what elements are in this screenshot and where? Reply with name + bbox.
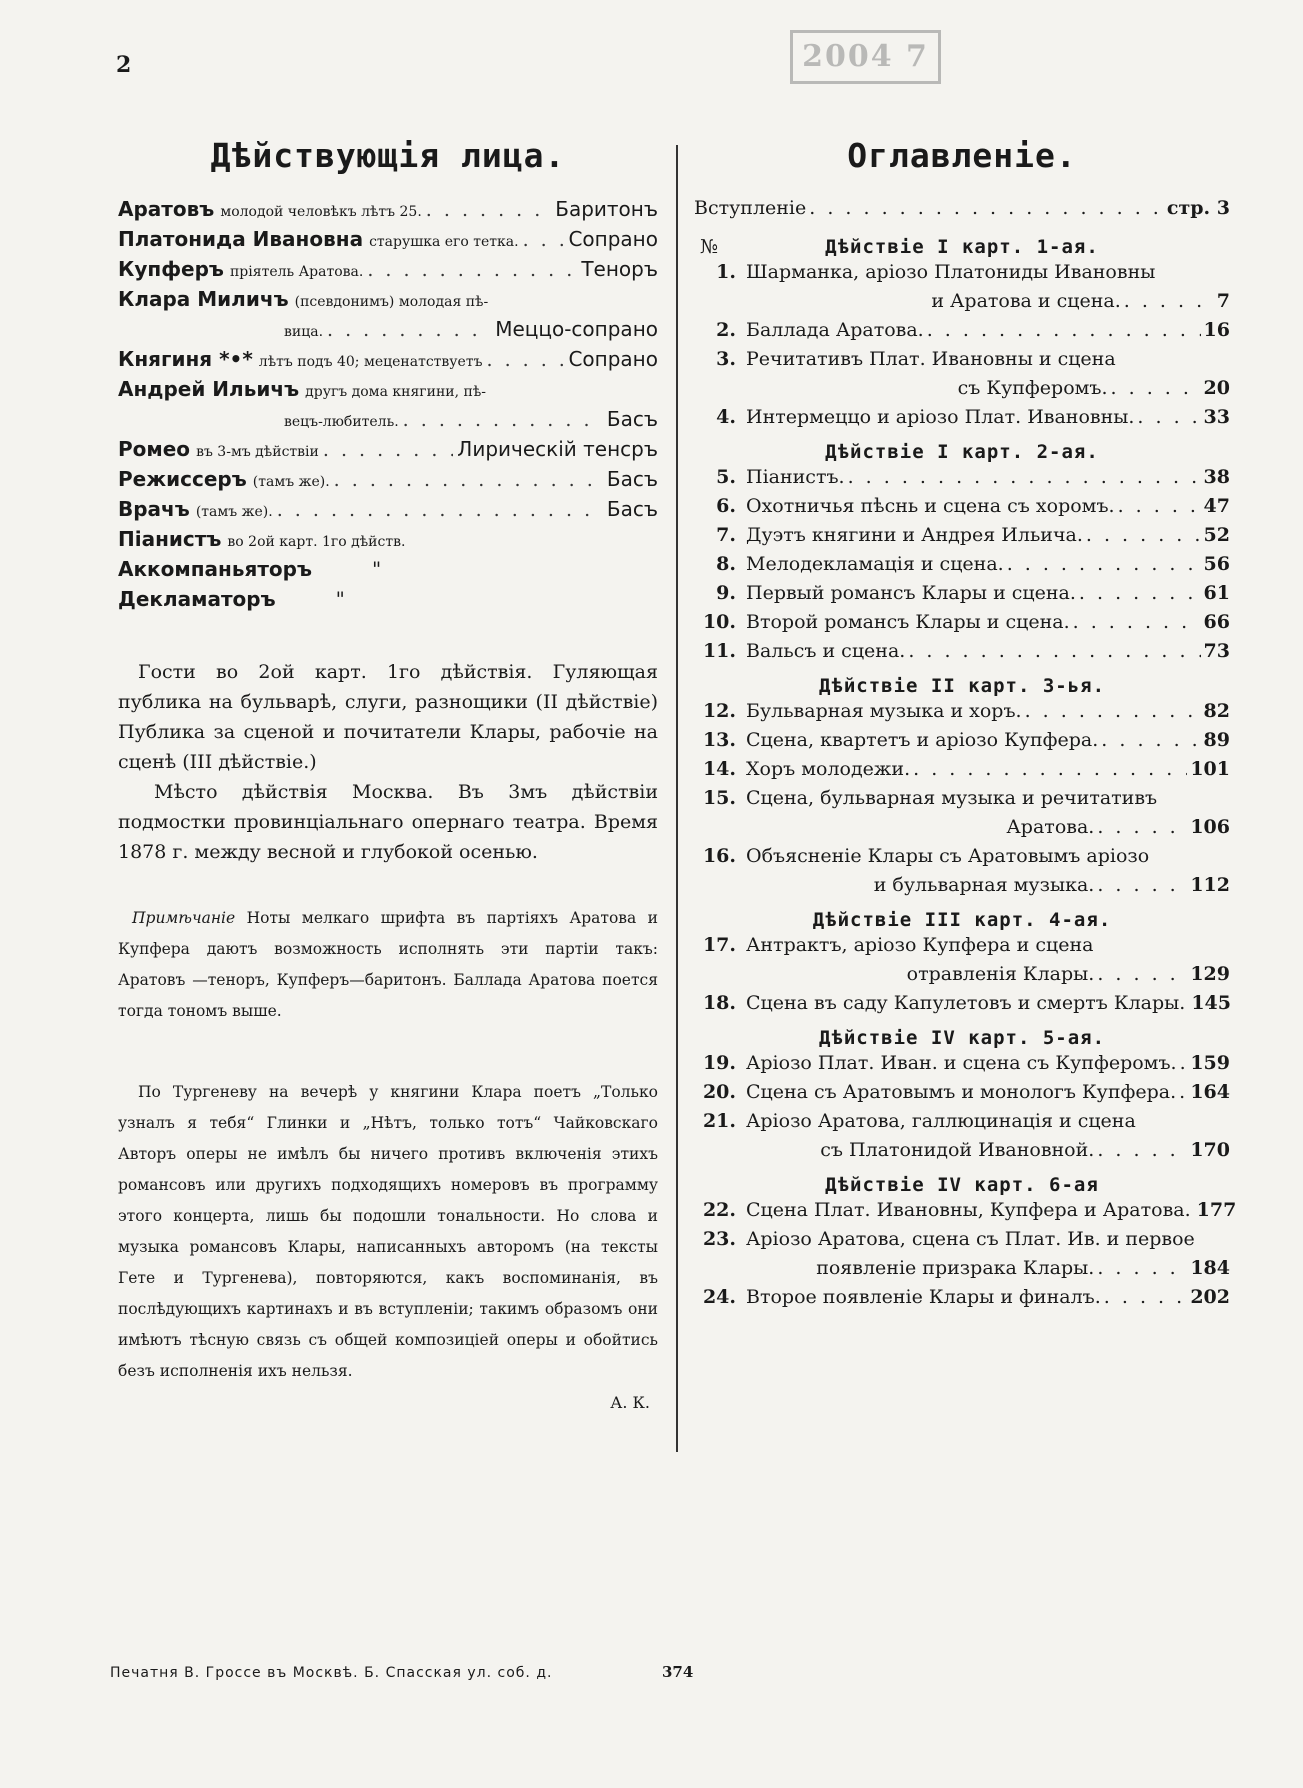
toc-entry-number: 17. <box>702 934 736 956</box>
leader-dots <box>327 319 491 341</box>
toc-entry-row <box>694 640 1230 669</box>
toc-column <box>694 130 1237 1315</box>
toc-entry-number: 16. <box>702 845 736 867</box>
toc-entry-title: съ Купферомъ. <box>957 377 1108 399</box>
leader-dots <box>927 319 1201 341</box>
characters-column <box>118 130 658 1412</box>
leader-dots <box>426 199 551 221</box>
voice-type: Сопрано <box>568 227 658 251</box>
toc-entry-title: появленіе призрака Клары. <box>816 1257 1095 1279</box>
toc-entry-page: 89 <box>1203 729 1230 751</box>
toc-entry-row <box>694 348 1230 377</box>
toc-entry-page: 82 <box>1203 700 1230 722</box>
toc-entry-row <box>694 729 1230 758</box>
voice-type: Басъ <box>606 497 658 521</box>
voice-type: Баритонъ <box>555 197 658 221</box>
toc-entry-row <box>694 290 1230 319</box>
toc-entry-row <box>694 874 1230 903</box>
toc-entry-page: 56 <box>1203 553 1230 575</box>
toc-entry-row <box>694 1257 1230 1286</box>
character-name: Аратовъ <box>118 197 215 221</box>
toc-list <box>694 230 1237 1315</box>
toc-heading: Оглавленіе. <box>847 136 1077 175</box>
toc-entry-title: Баллада Аратова. <box>746 319 924 341</box>
leader-dots <box>1086 524 1201 546</box>
note-paragraph <box>118 903 658 1027</box>
leader-dots <box>908 640 1200 662</box>
toc-entry-page: 106 <box>1190 816 1230 838</box>
toc-entry-page: 159 <box>1190 1052 1230 1074</box>
toc-entry-title: Сцена, бульварная музыка и речитативъ <box>746 787 1158 809</box>
toc-entry-number: 9. <box>716 582 736 604</box>
toc-entry-page: 33 <box>1203 406 1230 428</box>
toc-entry-row <box>694 758 1230 787</box>
leader-dots <box>523 229 565 251</box>
turgenev-paragraph: По Тургеневу на вечерѣ у княгини Клара поетъ „Только узналъ я тебя“ Глинки и „Нѣтъ, только тотъ“ Чайковскаго Авторъ оперы не имѣлъ бы ничего противъ включенія этихъ романсовъ или другихъ подходящихъ номеровъ въ программу этого концерта, лишь бы подошли тональности. Но слова и музыка романсовъ Клары, написанныхъ авторомъ (на тексты Гете и Тургенева), повторяются, какъ воспоминанія, въ послѣдующихъ картинахъ и въ вступленіи; такимъ образомъ они имѣютъ тѣсную связь съ общей композиціей оперы и обойтись безъ исполненія ихъ нельзя. <box>118 1083 658 1380</box>
leader-dots <box>367 259 577 281</box>
leader-dots <box>848 466 1201 488</box>
toc-entry-title: Вальсъ и сцена. <box>746 640 906 662</box>
character-desc: вица. <box>284 324 324 340</box>
toc-entry-page: 184 <box>1190 1257 1230 1279</box>
leader-dots <box>277 499 603 521</box>
ditto-mark: " <box>372 557 382 581</box>
toc-act-heading <box>694 1168 1230 1199</box>
toc-entry-number: 1. <box>716 261 736 283</box>
toc-entry-title: Аратова. <box>1006 816 1095 838</box>
character-desc: въ 3-мъ дѣйствіи <box>196 444 319 460</box>
character-desc: другъ дома княгини, пѣ- <box>305 384 487 400</box>
leader-dots <box>334 469 603 491</box>
character-row <box>118 437 658 467</box>
character-desc: (псевдонимъ) молодая пѣ- <box>294 294 489 310</box>
toc-entry-row <box>694 1052 1230 1081</box>
toc-entry-title: Хоръ молодежи. <box>746 758 911 780</box>
voice-type: Басъ <box>606 407 658 431</box>
toc-entry-row <box>694 1081 1230 1110</box>
note-text: Ноты мелкаго шрифта въ партіяхъ Аратова и Купфера даютъ возможность исполнять эти партіи такъ: Аратовъ —теноръ, Купферъ—баритонъ. Баллада Аратова поется тогда тономъ выше. <box>118 909 658 1020</box>
character-name: Княгиня *•* <box>118 347 253 371</box>
toc-entry-number: 7. <box>716 524 736 546</box>
toc-entry-title: Речитативъ Плат. Ивановны и сцена <box>746 348 1116 370</box>
note-label: Примѣчаніе <box>132 909 236 927</box>
leader-dots <box>1118 495 1201 517</box>
place-paragraph: Мѣсто дѣйствія Москва. Въ 3мъ дѣйствіи подмостки провинціальнаго опернаго театра. Время 1878 г. между весной и глубокой осенью. <box>118 781 658 863</box>
toc-entry-page: 202 <box>1190 1286 1230 1308</box>
voice-type: Теноръ <box>581 257 658 281</box>
toc-entry-page: 170 <box>1190 1139 1230 1161</box>
toc-entry-page: 129 <box>1190 963 1230 985</box>
toc-intro <box>694 197 1230 226</box>
character-row <box>118 317 658 347</box>
leader-dots <box>1137 406 1200 428</box>
toc-entry-number: 22. <box>702 1199 736 1221</box>
leader-dots <box>809 197 1164 219</box>
toc-entry-row <box>694 319 1230 348</box>
toc-entry-page: 47 <box>1203 495 1230 517</box>
character-name: Декламаторъ <box>118 587 276 611</box>
toc-entry-number: 23. <box>702 1228 736 1250</box>
toc-entry-title: Объясненіе Клары съ Аратовымъ аріозо <box>746 845 1150 867</box>
toc-entry-row <box>694 553 1230 582</box>
character-row <box>118 347 658 377</box>
toc-entry-number: 5. <box>716 466 736 488</box>
character-name: Аккомпаньяторъ <box>118 557 313 581</box>
toc-intro-page: стр. 3 <box>1166 197 1230 219</box>
toc-act-heading <box>694 1021 1230 1052</box>
act-title: Дѣйствіе I карт. 1-ая. <box>825 236 1099 258</box>
toc-entry-title: Второе появленіе Клары и финалъ. <box>746 1286 1101 1308</box>
toc-entry-title: Сцена съ Аратовымъ и монологъ Купфера. <box>746 1081 1177 1103</box>
toc-entry-row <box>694 816 1230 845</box>
toc-entry-number: 14. <box>702 758 736 780</box>
column-divider <box>676 145 678 1452</box>
toc-entry-title: Сцена, квартетъ и аріозо Купфера. <box>746 729 1099 751</box>
toc-entry-row <box>694 700 1230 729</box>
printer-imprint: Печатня В. Гроссе въ Москвѣ. Б. Спасская ул. соб. д. <box>110 1665 553 1681</box>
leader-dots <box>1097 816 1187 838</box>
number-symbol: № <box>700 236 719 258</box>
character-row <box>118 287 658 317</box>
toc-entry-row <box>694 582 1230 611</box>
toc-entry-row <box>694 963 1230 992</box>
toc-entry-title: Бульварная музыка и хоръ. <box>746 700 1022 722</box>
toc-act-heading <box>694 230 1230 261</box>
voice-type: Басъ <box>606 467 658 491</box>
guests-paragraph: Гости во 2ой карт. 1го дѣйствія. Гуляющая публика на бульварѣ, слуги, разнощики (II дѣйствіе) Публика за сценой и почитатели Клары, рабочіе на сценѣ (III дѣйствіе.) <box>118 661 658 773</box>
toc-entry-row <box>694 495 1230 524</box>
toc-entry-page: 52 <box>1203 524 1230 546</box>
character-desc: во 2ой карт. 1го дѣйств. <box>227 534 406 550</box>
character-name: Ромео <box>118 437 191 461</box>
print-number: 374 <box>662 1663 694 1681</box>
toc-entry-title: Шарманка, аріозо Платониды Ивановны <box>746 261 1156 283</box>
toc-entry-page: 73 <box>1203 640 1230 662</box>
page-number: 2 <box>116 52 132 78</box>
toc-entry-row <box>694 845 1230 874</box>
toc-act-heading <box>694 435 1230 466</box>
leader-dots <box>1180 1052 1188 1074</box>
toc-entry-page: 112 <box>1190 874 1230 896</box>
character-row <box>118 557 658 587</box>
toc-entry-page: 38 <box>1203 466 1230 488</box>
character-name: Клара Миличъ <box>118 287 289 311</box>
character-row <box>118 497 658 527</box>
leader-dots <box>1124 290 1214 312</box>
toc-entry-title: Аріозо Аратова, сцена съ Плат. Ив. и первое <box>746 1228 1195 1250</box>
toc-entry-title: Сцена Плат. Ивановны, Купфера и Аратова. <box>746 1199 1191 1221</box>
toc-entry-page: 20 <box>1203 377 1230 399</box>
character-name: Режиссеръ <box>118 467 247 491</box>
toc-entry-row <box>694 406 1230 435</box>
leader-dots <box>913 758 1187 780</box>
act-title: Дѣйствіе IV карт. 6-ая <box>825 1174 1099 1196</box>
toc-entry-row <box>694 934 1230 963</box>
toc-entry-row <box>694 466 1230 495</box>
leader-dots <box>323 439 453 461</box>
character-name: Врачъ <box>118 497 190 521</box>
leader-dots <box>1179 1081 1187 1103</box>
voice-type: Меццо-сопрано <box>495 317 658 341</box>
act-title: Дѣйствіе III карт. 4-ая. <box>812 909 1112 931</box>
toc-entry-row <box>694 992 1230 1021</box>
toc-entry-title: Дуэтъ княгини и Андрея Ильича. <box>746 524 1083 546</box>
characters-list <box>118 197 658 617</box>
character-desc: (тамъ же). <box>195 504 273 520</box>
leader-dots <box>1073 611 1201 633</box>
leader-dots <box>1104 1286 1188 1308</box>
toc-entry-title: Піанистъ. <box>746 466 845 488</box>
toc-entry-number: 13. <box>702 729 736 751</box>
toc-entry-row <box>694 377 1230 406</box>
toc-entry-title: Охотничья пѣснь и сцена съ хоромъ. <box>746 495 1115 517</box>
leader-dots <box>1097 1257 1187 1279</box>
leader-dots <box>486 349 564 371</box>
toc-entry-row <box>694 1139 1230 1168</box>
characters-heading: Дѣйствующія лица. <box>210 136 566 175</box>
character-row <box>118 527 658 557</box>
leader-dots <box>1097 1139 1187 1161</box>
toc-entry-row <box>694 1286 1230 1315</box>
leader-dots <box>1111 377 1201 399</box>
leader-dots <box>1025 700 1201 722</box>
toc-entry-number: 8. <box>716 553 736 575</box>
toc-entry-number: 3. <box>716 348 736 370</box>
toc-entry-page: 66 <box>1203 611 1230 633</box>
toc-entry-title: Второй романсъ Клары и сцена. <box>746 611 1070 633</box>
act-title: Дѣйствіе I карт. 2-ая. <box>825 441 1099 463</box>
character-row <box>118 587 658 617</box>
toc-entry-number: 21. <box>702 1110 736 1132</box>
toc-entry-title: Аріозо Плат. Иван. и сцена съ Купферомъ. <box>746 1052 1177 1074</box>
toc-entry-number: 15. <box>702 787 736 809</box>
character-row <box>118 257 658 287</box>
toc-entry-title: Сцена въ саду Капулетовъ и смертъ Клары. <box>746 992 1186 1014</box>
toc-entry-title: съ Платонидой Ивановной. <box>820 1139 1095 1161</box>
toc-intro-title: Вступленіе <box>694 197 807 219</box>
signature: А. К. <box>610 1393 650 1412</box>
character-desc: молодой человѣкъ лѣтъ 25. <box>220 204 422 220</box>
toc-entry-title: Интермеццо и аріозо Плат. Ивановны. <box>746 406 1135 428</box>
toc-entry-number: 2. <box>716 319 736 341</box>
character-desc: старушка его тетка. <box>369 234 519 250</box>
toc-entry-row <box>694 1228 1230 1257</box>
toc-entry-page: 164 <box>1190 1081 1230 1103</box>
character-row <box>118 467 658 497</box>
toc-entry-number: 19. <box>702 1052 736 1074</box>
toc-entry-title: Аріозо Аратова, галлюцинація и сцена <box>746 1110 1136 1132</box>
character-row <box>118 197 658 227</box>
toc-entry-page: 7 <box>1216 290 1230 312</box>
leader-dots <box>1097 963 1187 985</box>
toc-entry-number: 24. <box>702 1286 736 1308</box>
character-name: Андрей Ильичъ <box>118 377 300 401</box>
toc-act-heading <box>694 669 1230 700</box>
character-row <box>118 227 658 257</box>
character-desc: (тамъ же). <box>252 474 330 490</box>
toc-entry-title: и Аратова и сцена. <box>931 290 1121 312</box>
library-stamp: 2004 7 <box>790 30 941 84</box>
character-desc: лѣтъ подъ 40; меценатствуетъ <box>258 354 483 370</box>
leader-dots <box>1097 874 1187 896</box>
toc-entry-number: 4. <box>716 406 736 428</box>
character-desc: пріятель Аратова. <box>229 264 364 280</box>
character-name: Купферъ <box>118 257 224 281</box>
toc-entry-page: 177 <box>1196 1199 1237 1221</box>
toc-entry-title: отравленія Клары. <box>906 963 1095 985</box>
toc-entry-title: Мелодекламація и сцена. <box>746 553 1004 575</box>
leader-dots <box>1079 582 1201 604</box>
ditto-mark: " <box>335 587 345 611</box>
toc-entry-number: 20. <box>702 1081 736 1103</box>
voice-type: Лирическій тенсръ <box>457 437 658 461</box>
character-row <box>118 407 658 437</box>
toc-entry-row <box>694 261 1230 290</box>
act-title: Дѣйствіе IV карт. 5-ая. <box>818 1027 1106 1049</box>
toc-entry-number: 6. <box>716 495 736 517</box>
toc-entry-number: 10. <box>702 611 736 633</box>
voice-type: Сопрано <box>568 347 658 371</box>
toc-act-heading <box>694 903 1230 934</box>
toc-entry-row <box>694 1110 1230 1139</box>
character-row <box>118 377 658 407</box>
toc-entry-title: Антрактъ, аріозо Купфера и сцена <box>746 934 1094 956</box>
leader-dots <box>1007 553 1201 575</box>
toc-entry-page: 16 <box>1203 319 1230 341</box>
leader-dots <box>403 409 603 431</box>
toc-entry-number: 12. <box>702 700 736 722</box>
character-desc: вецъ-любитель. <box>284 414 399 430</box>
toc-entry-page: 61 <box>1203 582 1230 604</box>
toc-entry-title: Первый романсъ Клары и сцена. <box>746 582 1076 604</box>
toc-entry-row <box>694 524 1230 553</box>
leader-dots <box>1101 729 1200 751</box>
toc-entry-title: и бульварная музыка. <box>873 874 1095 896</box>
toc-entry-row <box>694 1199 1237 1228</box>
toc-entry-number: 18. <box>702 992 736 1014</box>
toc-entry-page: 101 <box>1190 758 1230 780</box>
toc-entry-row <box>694 787 1230 816</box>
character-name: Піанистъ <box>118 527 222 551</box>
toc-entry-row <box>694 611 1230 640</box>
toc-entry-page: 145 <box>1191 992 1231 1014</box>
toc-entry-number: 11. <box>702 640 736 662</box>
character-name: Платонида Ивановна <box>118 227 364 251</box>
act-title: Дѣйствіе II карт. 3-ья. <box>818 675 1106 697</box>
